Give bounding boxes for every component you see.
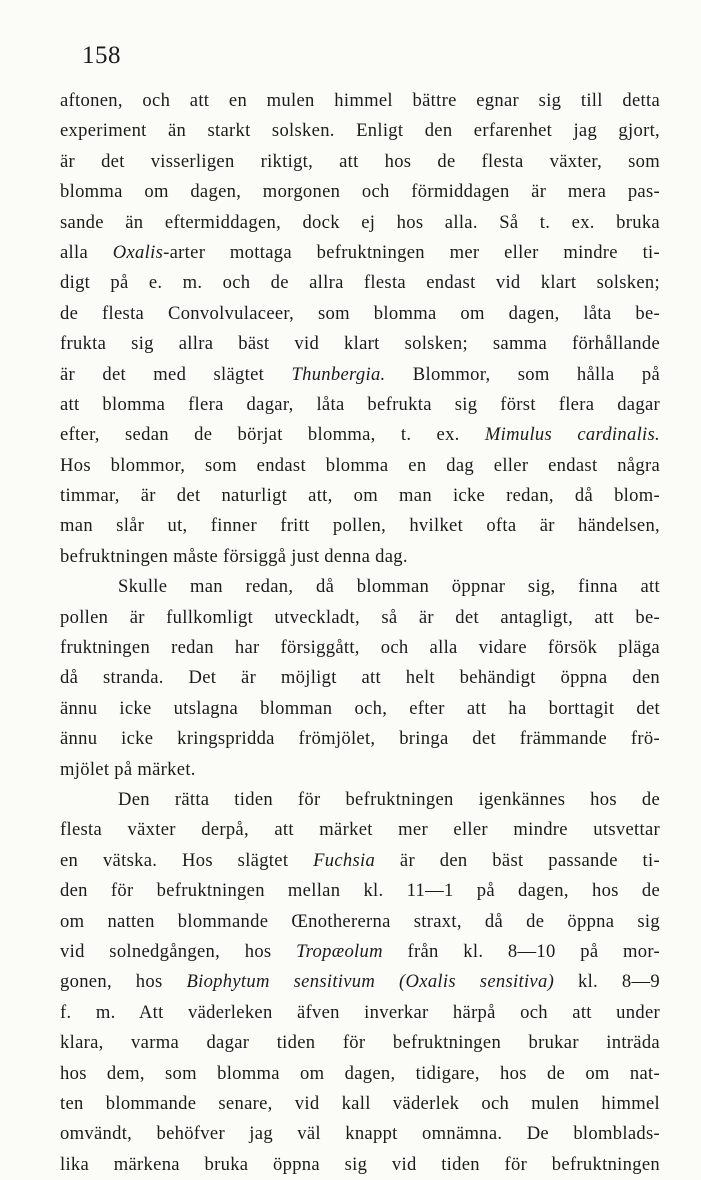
text-segment: digt på e. m. och de allra flesta endast vid klart solsken; — [60, 272, 660, 294]
text-segment: lika märkena bruka öppna sig vid tiden för befruktningen — [60, 1153, 660, 1175]
text-segment: ten blommande senare, vid kall väderlek och mulen himmel — [60, 1092, 660, 1114]
text-line — [60, 603, 660, 633]
italic-text: Mimulus cardinalis. — [484, 424, 660, 446]
text-line — [60, 1150, 660, 1180]
text-line — [60, 268, 660, 298]
text-line — [60, 208, 660, 238]
text-line — [60, 1089, 660, 1119]
text-line — [60, 724, 660, 754]
text-segment: efter, sedan de börjat blomma, t. ex. — [60, 424, 485, 446]
text-line — [60, 299, 660, 329]
text-line — [60, 238, 660, 268]
page-number: 158 — [82, 42, 121, 69]
text-segment: vid solnedgången, hos — [60, 940, 297, 962]
text-line — [60, 572, 660, 602]
text-segment: en vätska. Hos slägtet — [60, 849, 314, 871]
text-segment: är den bäst passande ti- — [375, 849, 660, 871]
text-line — [60, 785, 660, 815]
text-line — [60, 907, 660, 937]
text-segment: är det med slägtet — [60, 363, 292, 385]
text-segment: ännu icke utslagna blomman och, efter att ha borttagit det — [60, 697, 660, 719]
text-line — [60, 633, 660, 663]
text-segment: sande än eftermiddagen, dock ej hos alla. Så t. ex. bruka — [60, 211, 660, 233]
text-line — [60, 876, 660, 906]
text-segment: timmar, är det naturligt att, om man icke redan, då blom- — [60, 485, 660, 507]
text-segment: Skulle man redan, då blomman öppnar sig, finna att — [118, 576, 660, 598]
text-segment: alla — [60, 241, 113, 263]
text-segment: då stranda. Det är möjligt att helt behändigt öppna den — [60, 667, 660, 689]
text-line — [60, 86, 660, 116]
italic-text: Oxalis — [112, 241, 164, 263]
text-segment: kl. 8—9 — [554, 971, 660, 993]
text-segment: -arter mottaga befruktningen mer eller mindre ti- — [163, 241, 660, 263]
text-segment: hos dem, som blomma om dagen, tidigare, hos de om nat- — [60, 1062, 660, 1084]
text-line — [60, 451, 660, 481]
text-segment: mjölet på märket. — [60, 758, 196, 780]
text-segment: att blomma flera dagar, låta befrukta sig först flera dagar — [60, 393, 660, 415]
text-segment: omvändt, behöfver jag väl knappt omnämna. De blomblads- — [60, 1123, 660, 1145]
text-line — [60, 846, 660, 876]
text-line — [60, 815, 660, 845]
text-line — [60, 1119, 660, 1149]
text-line — [60, 663, 660, 693]
text-segment: klara, varma dagar tiden för befruktningen brukar inträda — [60, 1032, 660, 1054]
text-segment: Blommor, som hålla på — [385, 363, 660, 385]
text-line — [60, 360, 660, 390]
text-line — [60, 755, 660, 785]
text-line — [60, 542, 660, 572]
text-line — [60, 116, 660, 146]
italic-text: Fuchsia — [313, 849, 376, 871]
text-segment: fruktningen redan har försiggått, och alla vidare försök pläga — [60, 637, 660, 659]
text-line — [60, 937, 660, 967]
text-segment: aftonen, och att en mulen himmel bättre egnar sig till detta — [60, 90, 660, 111]
text-segment: frukta sig allra bäst vid klart solsken; samma förhållande — [60, 333, 660, 355]
text-segment: befruktningen måste försiggå just denna dag. — [60, 545, 408, 567]
text-line — [60, 420, 660, 450]
text-line — [60, 329, 660, 359]
italic-text: Tropæolum — [296, 940, 383, 962]
text-segment: den för befruktningen mellan kl. 11—1 på dagen, hos de — [60, 880, 660, 902]
text-segment: man slår ut, finner fritt pollen, hvilket ofta är händelsen, — [60, 515, 660, 537]
text-segment: flesta växter derpå, att märket mer eller mindre utsvettar — [60, 819, 660, 841]
text-line — [60, 511, 660, 541]
text-segment: Hos blommor, som endast blomma en dag eller endast några — [60, 454, 660, 476]
text-line — [60, 694, 660, 724]
text-segment: från kl. 8—10 på mor- — [382, 940, 660, 962]
text-line — [60, 390, 660, 420]
text-segment: är det visserligen riktigt, att hos de flesta växter, som — [60, 150, 660, 172]
text-line — [60, 998, 660, 1028]
text-segment: ännu icke kringspridda frömjölet, bringa det främmande frö- — [60, 728, 660, 750]
text-line — [60, 1059, 660, 1089]
text-segment: de flesta Convolvulaceer, som blomma om dagen, låta be- — [60, 302, 660, 324]
italic-text: Thunbergia. — [291, 363, 386, 385]
italic-text: Biophytum sensitivum (Oxalis sensitiva) — [186, 971, 555, 993]
text-segment: f. m. Att väderleken äfven inverkar härpå och att under — [60, 1001, 660, 1023]
text-segment: pollen är fullkomligt utveckladt, så är det antagligt, att be- — [60, 606, 660, 628]
text-segment: experiment än starkt solsken. Enligt den erfarenhet jag gjort, — [60, 120, 660, 142]
text-segment: Den rätta tiden för befruktningen igenkännes hos de — [118, 788, 660, 810]
text-segment: om natten blommande Œnothererna straxt, då de öppna sig — [60, 910, 660, 932]
text-line — [60, 967, 660, 997]
text-line — [60, 177, 660, 207]
text-line — [60, 147, 660, 177]
text-line — [60, 481, 660, 511]
text-line — [60, 1028, 660, 1058]
body-text — [60, 86, 660, 1180]
text-segment: gonen, hos — [60, 971, 187, 993]
text-segment: blomma om dagen, morgonen och förmiddagen är mera pas- — [60, 181, 660, 203]
